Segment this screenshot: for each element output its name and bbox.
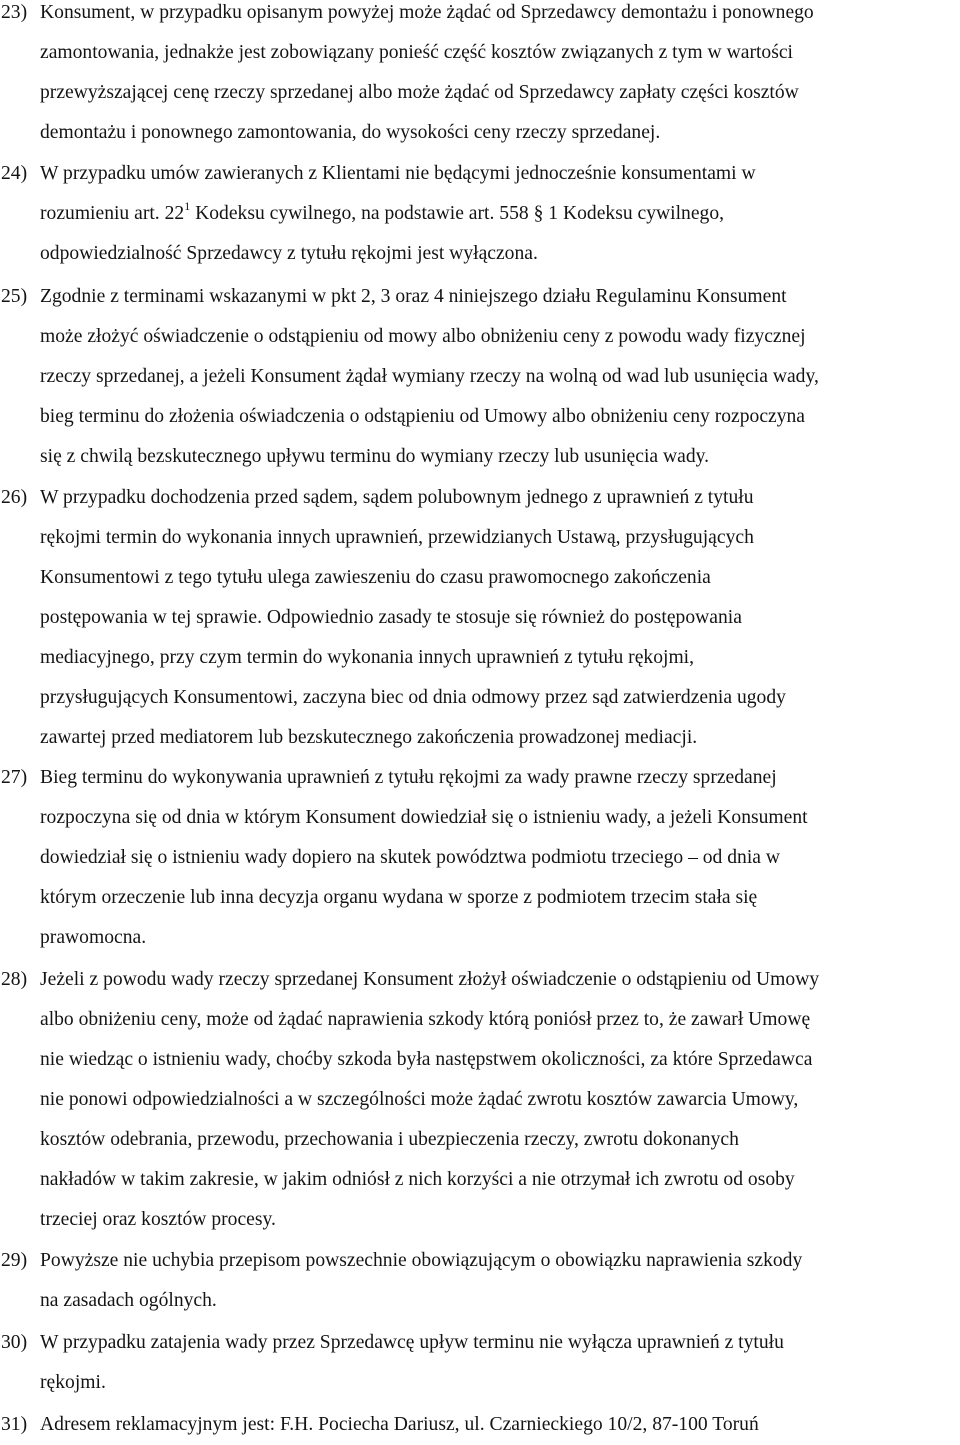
text-line: przewyższającej cenę rzeczy sprzedanej albo może żądać od Sprzedawcy zapłaty części kosztów [40,82,799,103]
text-line: W przypadku zatajenia wady przez Sprzedawcę upływ terminu nie wyłącza uprawnień z tytułu [40,1332,784,1353]
text-line: demontażu i ponownego zamontowania, do wysokości ceny rzeczy sprzedanej. [40,122,661,143]
text-line: rękojmi termin do wykonania innych uprawnień, przewidzianych Ustawą, przysługujących [40,527,754,548]
text-line: W przypadku dochodzenia przed sądem, sądem polubownym jednego z uprawnień z tytułu [40,487,754,508]
list-item [0,960,960,1240]
list-item [0,1241,960,1321]
item-number: 23) [1,2,28,23]
item-number: 29) [1,1250,28,1271]
list-item [0,277,960,477]
item-number: 27) [1,767,28,788]
text-fragment: rozumieniu art. 22 [40,203,185,224]
text-line: nakładów w takim zakresie, w jakim odniósł z nich korzyści a nie otrzymał ich zwrotu od osoby [40,1169,795,1190]
text-line: mediacyjnego, przy czym termin do wykonania innych uprawnień z tytułu rękojmi, [40,647,695,668]
text-line: odpowiedzialność Sprzedawcy z tytułu rękojmi jest wyłączona. [40,243,538,264]
item-number: 25) [1,286,28,307]
text-line [40,194,960,234]
list-item [0,154,960,274]
list-item [0,758,960,958]
text-line: prawomocna. [40,927,147,948]
list-item [0,478,960,758]
text-line: rzeczy sprzedanej, a jeżeli Konsument żądał wymiany rzeczy na wolną od wad lub usunięcia wady, [40,366,819,387]
list-item [0,0,960,153]
text-line: Powyższe nie uchybia przepisom powszechnie obowiązującym o obowiązku naprawienia szkody [40,1250,803,1271]
text-line: Adresem reklamacyjnym jest: F.H. Pociecha Dariusz, ul. Czarnieckiego 10/2, 87-100 Toruń [40,1414,759,1435]
text-line: się z chwilą bezskutecznego upływu terminu do wymiany rzeczy lub usunięcia wady. [40,446,710,467]
text-line: trzeciej oraz kosztów procesy. [40,1209,276,1230]
text-line: zawartej przed mediatorem lub bezskutecznego zakończenia prowadzonej mediacji. [40,727,698,748]
text-line: przysługujących Konsumentowi, zaczyna biec od dnia odmowy przez sąd zatwierdzenia ugody [40,687,786,708]
item-number: 30) [1,1332,28,1353]
item-number: 31) [1,1414,28,1435]
list-item [0,1405,960,1445]
text-line: zamontowania, jednakże jest zobowiązany ponieść część kosztów związanych z tym w wartości [40,42,793,63]
item-number: 26) [1,487,28,508]
superscript: 1 [184,199,191,214]
text-line: na zasadach ogólnych. [40,1290,217,1311]
text-line: bieg terminu do złożenia oświadczenia o odstąpieniu od Umowy albo obniżeniu ceny rozpoczyna [40,406,805,427]
text-line: kosztów odebrania, przewodu, przechowania i ubezpieczenia rzeczy, zwrotu dokonanych [40,1129,739,1150]
item-number: 24) [1,163,28,184]
text-line: rozpoczyna się od dnia w którym Konsument dowiedział się o istnieniu wady, a jeżeli Konsument [40,807,808,828]
text-line: Bieg terminu do wykonywania uprawnień z tytułu rękojmi za wady prawne rzeczy sprzedanej [40,767,777,788]
text-line: dowiedział się o istnieniu wady dopiero na skutek powództwa podmiotu trzeciego – od dnia w [40,847,781,868]
text-line: nie wiedząc o istnieniu wady, choćby szkoda była następstwem okoliczności, za które Sprzedawca [40,1049,813,1070]
text-line: rękojmi. [40,1372,106,1393]
text-line: Konsument, w przypadku opisanym powyżej może żądać od Sprzedawcy demontażu i ponownego [40,2,814,23]
list-item [0,1323,960,1403]
text-line: Konsumentowi z tego tytułu ulega zawieszeniu do czasu prawomocnego zakończenia [40,567,711,588]
text-line: może złożyć oświadczenie o odstąpieniu od mowy albo obniżeniu ceny z powodu wady fizycznej [40,326,806,347]
item-number: 28) [1,969,28,990]
text-line: nie ponowi odpowiedzialności a w szczególności może żądać zwrotu kosztów zawarcia Umowy, [40,1089,799,1110]
text-line: postępowania w tej sprawie. Odpowiednio zasady te stosuje się również do postępowania [40,607,742,628]
text-fragment: Kodeksu cywilnego, na podstawie art. 558 § 1 Kodeksu cywilnego, [190,203,725,224]
text-line: którym orzeczenie lub inna decyzja organu wydana w sporze z podmiotem trzecim stała się [40,887,758,908]
text-line: Jeżeli z powodu wady rzeczy sprzedanej Konsument złożył oświadczenie o odstąpieniu od Umowy [40,969,820,990]
text-line: W przypadku umów zawieranych z Klientami nie będącymi jednocześnie konsumentami w [40,163,756,184]
text-line: albo obniżeniu ceny, może od żądać naprawienia szkody którą poniósł przez to, że zawarł Umowę [40,1009,811,1030]
text-line: Zgodnie z terminami wskazanymi w pkt 2, 3 oraz 4 niniejszego działu Regulaminu Konsument [40,286,787,307]
